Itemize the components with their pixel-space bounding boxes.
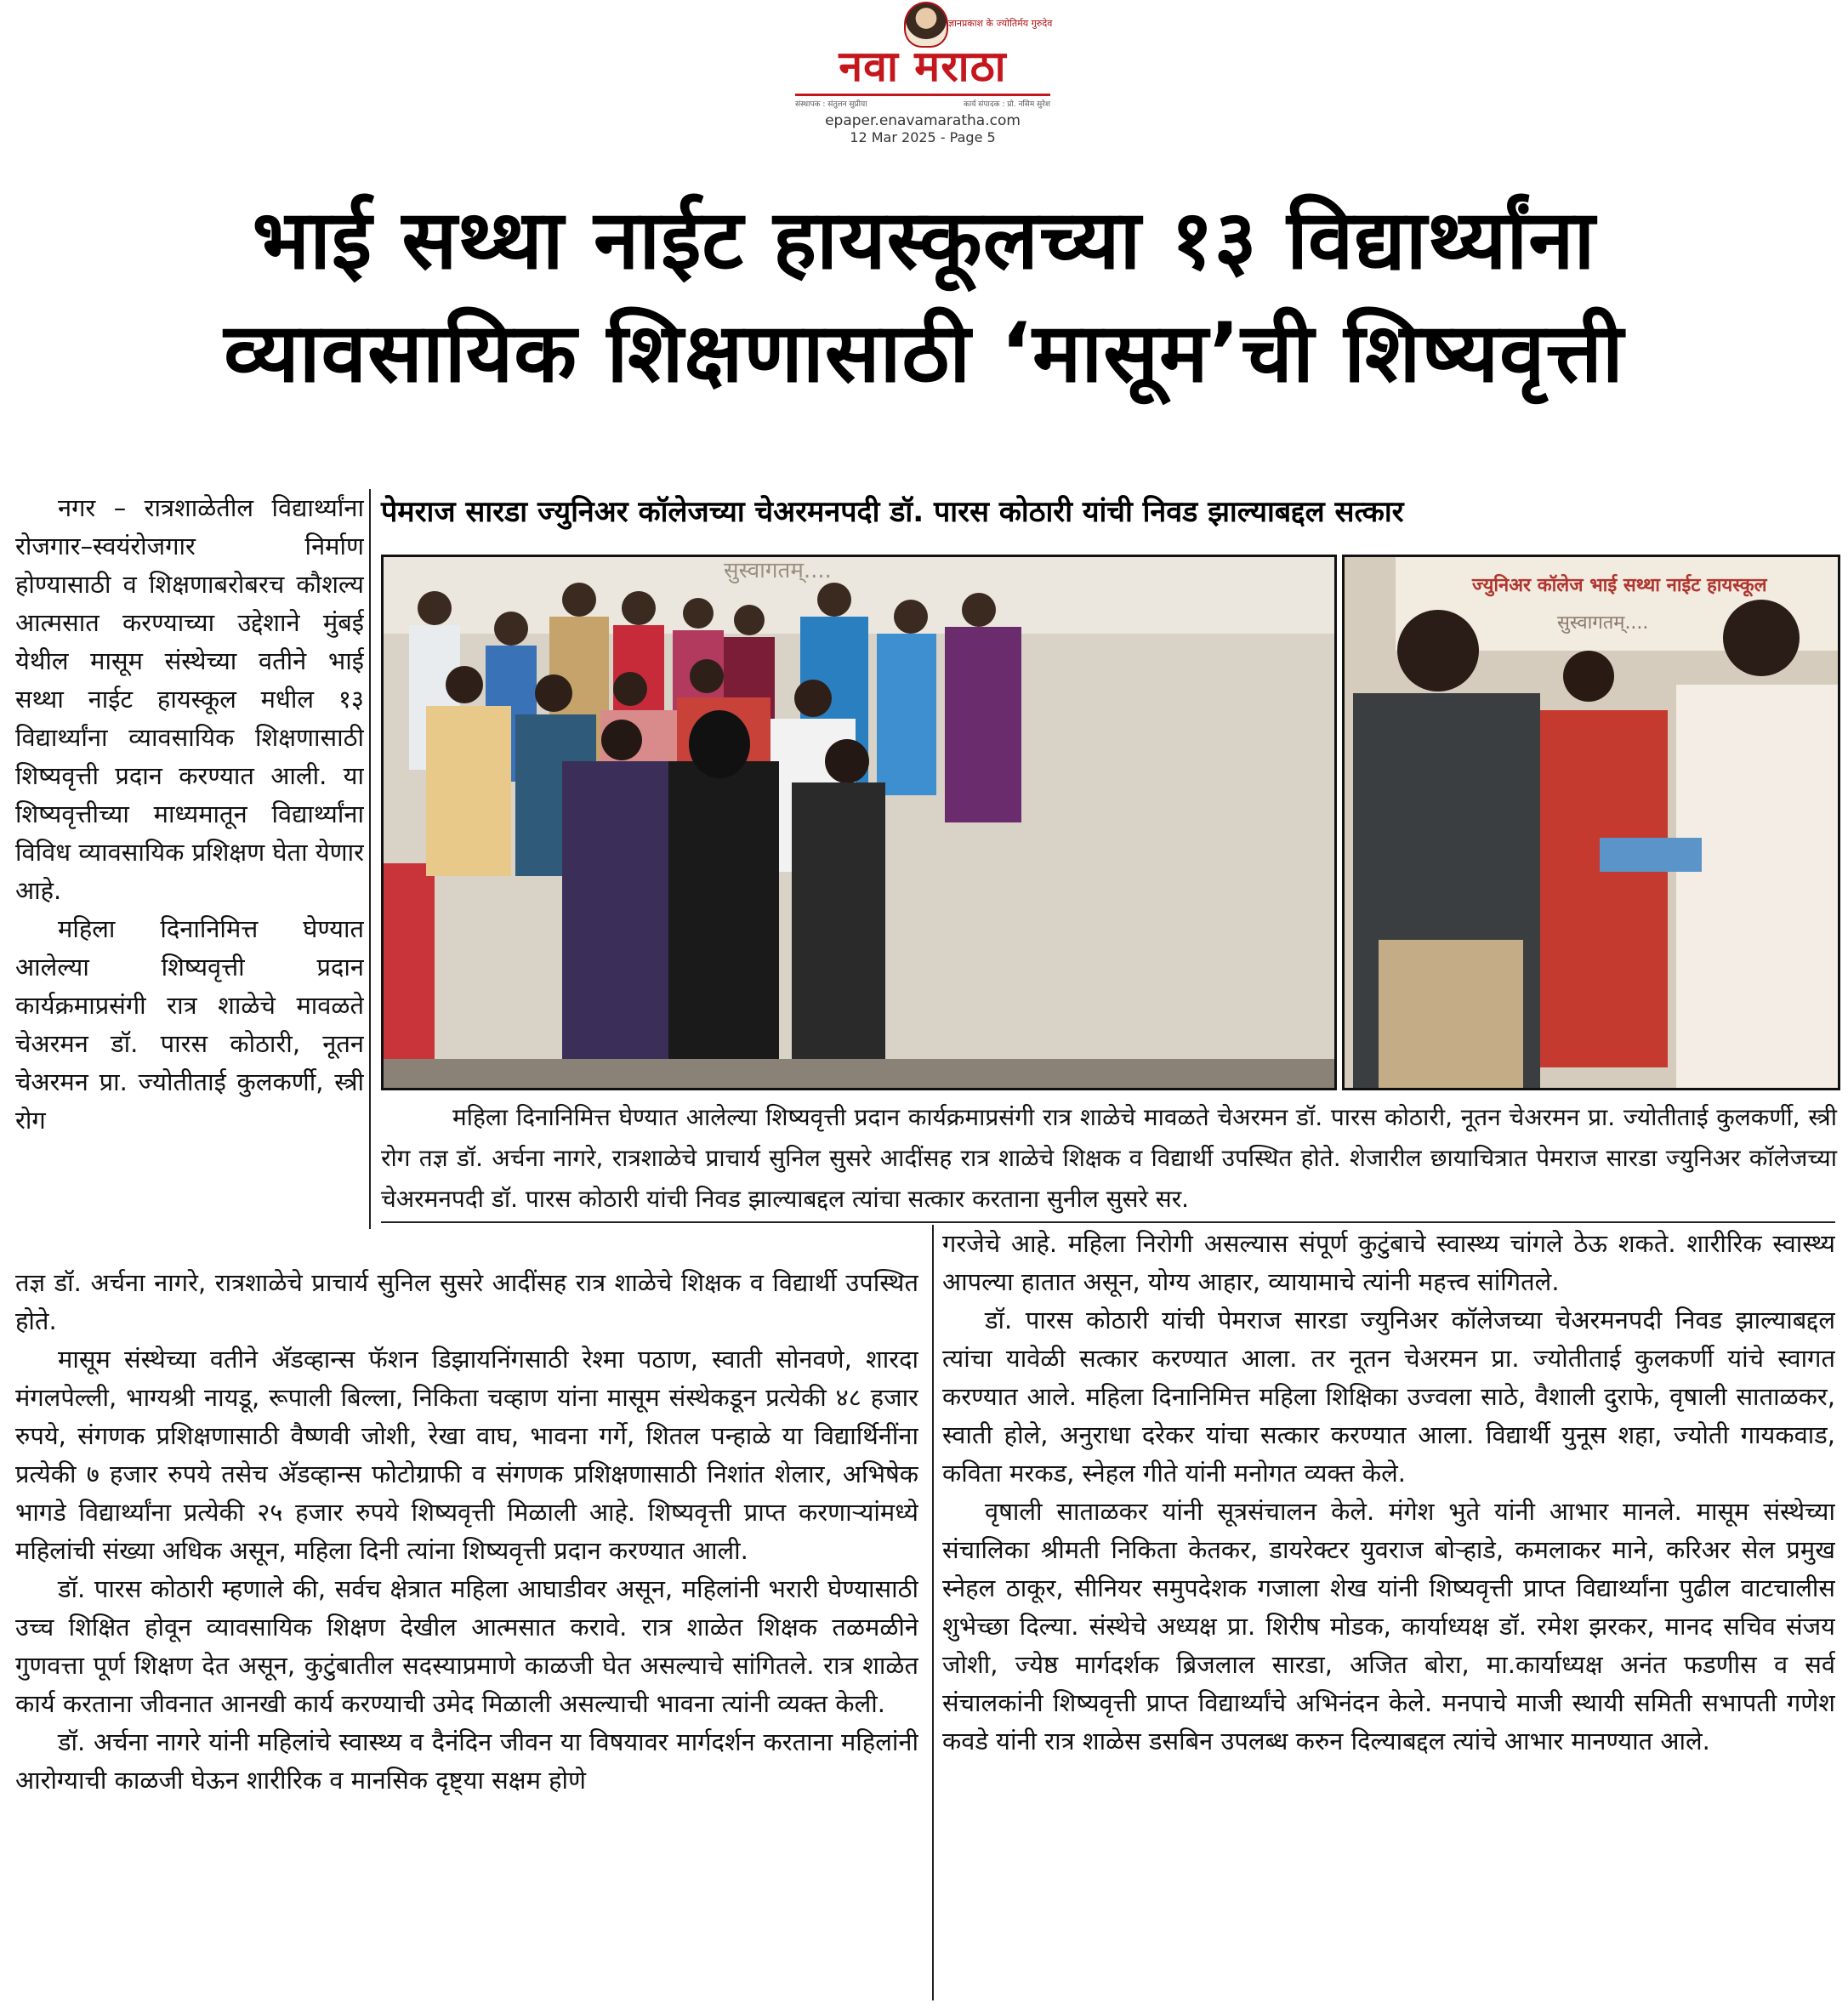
section-divider [381, 1221, 1835, 1223]
welcome-banner-text: सुस्वागतम्.... [724, 558, 832, 583]
article-paragraph: गरजेचे आहे. महिला निरोगी असल्यास संपूर्ण कुटुंबाचे स्वास्थ्य चांगले ठेऊ शकते. शारीरिक स्वास्थ्य आपल्या हातात असून, योग्य आहार, व्यायामाचे त्यांनी महत्त्व सांगितले. [942, 1229, 1835, 1296]
article-paragraph: मासूम संस्थेच्या वतीने अ‍ॅडव्हान्स फॅशन डिझायनिंगसाठी रेश्मा पठाण, स्वाती सोनवणे, शारदा मंगलपेल्ली, भाग्यश्री नायडू, रूपाली बिल्ला, निकिता चव्हाण यांना मासूम संस्थेकडून प्रत्येकी ४८ हजार रुपये, संगणक प्रशिक्षणासाठी वैष्णवी जोशी, रेखा वाघ, भावना गर्गे, शितल पन्हाळे या विद्यार्थिनींना प्रत्येकी ७ हजार रुपये तसेच अ‍ॅडव्हान्स फोटोग्राफी व संगणक प्रशिक्षणासाठी निशांत शेलार, अभिषेक भागडे विद्यार्थ्यांना प्रत्येकी २५ हजार रुपये शिष्यवृत्ती मिळाली आहे. शिष्यवृत्ती प्राप्त करणाऱ्यांमध्ये महिलांची संख्या अधिक असून, महिला दिनी त्यांना शिष्यवृत्ती प्रदान करण्यात आली. [15, 1345, 918, 1565]
newspaper-logo[interactable]: नवा मराठा [839, 42, 1007, 91]
article-paragraph: डॉ. अर्चना नागरे यांनी महिलांचे स्वास्थ्य व दैनंदिन जीवन या विषयावर मार्गदर्शन करताना महिलांनी आरोग्याची काळजी घेऊन शारीरिक व मानसिक दृष्ट्या सक्षम होणे [15, 1727, 918, 1795]
masthead [0, 0, 1848, 153]
masthead-subline-left: संस्थापक : संतुलन सुप्रीया [795, 100, 867, 109]
photo-section-heading: पेमराज सारडा ज्युनिअर कॉलेजच्या चेअरमनपदी डॉ. पारस कोठारी यांची निवड झाल्याबद्दल सत्कार [381, 495, 1404, 529]
group-photo[interactable] [381, 555, 1337, 1090]
banner-welcome: सुस्वागतम्.... [1557, 612, 1649, 634]
article-paragraph: वृषाली साताळकर यांनी सूत्रसंचालन केले. मंगेश भुते यांनी आभार मानले. मासूम संस्थेच्या संचालिका श्रीमती निकिता केतकर, डायरेक्टर युवराज बोऱ्हाडे, कमलाकर माने, करिअर सेल प्रमुख स्नेहल ठाकूर, सीनियर समुपदेशक गजाला शेख यांनी शिष्यवृत्ती प्राप्त विद्यार्थ्यांना पुढील वाटचालीस शुभेच्छा दिल्या. संस्थेचे अध्यक्ष प्रा. शिरीष मोडक, कार्याध्यक्ष डॉ. रमेश झरकर, मानद सचिव संजय जोशी, ज्येष्ठ मार्गदर्शक ब्रिजलाल सारडा, अजित बोरा, मा.कार्याध्यक्ष अनंत फडणीस व सर्व संचालकांनी शिष्यवृत्ती प्राप्त विद्यार्थ्यांचे अभिनंदन केले. मनपाचे माजी स्थायी समिती सभापती गणेश कवडे यांनी रात्र शाळेस डसबिन उपलब्ध करुन दिल्याबद्दल त्यांचे आभार मानण्यात आले. [942, 1497, 1835, 1755]
article-paragraph: डॉ. पारस कोठारी म्हणाले की, सर्वच क्षेत्रात महिला आघाडीवर असून, महिलांनी भरारी घेण्यासाठी उच्च शिक्षित होवून व्यावसायिक शिक्षण देखील आत्मसात करावे. रात्र शाळेत शिक्षक तळमळीने गुणवत्ता पूर्ण शिक्षण देत असून, कुटुंबातील सदस्याप्रमाणे काळजी घेत असल्याचे सांगितले. रात्र शाळेत कार्य करताना जीवनात आनखी कार्य करण्याची उमेद मिळाली असल्याची भावना त्यांनी व्यक्त केली. [15, 1574, 918, 1718]
article-paragraph: डॉ. पारस कोठारी यांची पेमराज सारडा ज्युनिअर कॉलेजच्या चेअरमनपदी निवड झाल्याबद्दल त्यांचा यावेळी सत्कार करण्यात आला. तर नूतन चेअरमन प्रा. ज्योतीताई कुलकर्णी यांचे स्वागत करण्यात आले. महिला दिनानिमित्त महिला शिक्षिका उज्वला साठे, वैशाली दुराफे, वृषाली साताळकर, स्वाती होले, अनुराधा दरेकर यांचा सत्कार करण्यात आला. विद्यार्थी युनूस शहा, ज्योती गायकवाड, कविता मरकड, स्नेहल गीते यांनी मनोगत व्यक्त केले. [942, 1306, 1835, 1488]
headline-line-1: भाई सथ्था नाईट हायस्कूलच्या १३ विद्यार्थ्यांना [252, 192, 1596, 287]
headline-line-2: व्यावसायिक शिक्षणासाठी ‘मासूम’ची शिष्यवृत्ती [224, 305, 1624, 401]
article-paragraph: तज्ञ डॉ. अर्चना नागरे, रात्रशाळेचे प्राचार्य सुनिल सुसरे आदींसह रात्र शाळेचे शिक्षक व विद्यार्थी उपस्थित होते. [15, 1268, 918, 1335]
masthead-subline [795, 94, 1050, 110]
article-paragraph: महिला दिनानिमित्त घेण्यात आलेल्या शिष्यवृत्ती प्रदान कार्यक्रमाप्रसंगी रात्र शाळेचे मावळते चेअरमन डॉ. पारस कोठारी, नूतन चेअरमन प्रा. ज्योतीताई कुलकर्णी, स्त्री रोग [15, 914, 364, 1135]
felicitation-photo-image [1345, 557, 1838, 1088]
masthead-tagline: ज्ञानप्रकाश के ज्योतिर्मय गुरुदेव [948, 18, 1053, 29]
column-divider-lower [932, 1225, 934, 2000]
group-photo-image [384, 557, 1334, 1088]
banner-college-name: ज्युनिअर कॉलेज भाई सथ्था नाईट हायस्कूल [1472, 575, 1767, 596]
article-paragraph: नगर – रात्रशाळेतील विद्यार्थ्यांना रोजगार–स्वयंरोजगार निर्माण होण्यासाठी व शिक्षणाबरोबरच कौशल्य आत्मसात करण्याच्या उद्देशाने मुंबई येथील मासूम संस्थेच्या वतीने भाई सथ्था नाईट हायस्कूल मधील १३ विद्यार्थ्यांना व्यावसायिक शिक्षणासाठी शिष्यवृत्ती प्रदान करण्यात आली. या शिष्यवृत्तीच्या माध्यमातून विद्यार्थ्यांना विविध व्यावसायिक प्रशिक्षण घेता येणार आहे. [15, 493, 364, 905]
article-bottom-left-column [15, 1264, 918, 2000]
article-bottom-right-column [942, 1225, 1835, 2000]
article-left-column [15, 489, 364, 1255]
felicitation-photo[interactable] [1342, 555, 1840, 1090]
photo-caption [381, 1097, 1837, 1220]
edition-date-page: 12 Mar 2025 - Page 5 [850, 129, 996, 145]
epaper-url[interactable]: epaper.enavamaratha.com [825, 112, 1021, 129]
column-divider [369, 489, 371, 1229]
photo-caption-text: महिला दिनानिमित्त घेण्यात आलेल्या शिष्यवृत्ती प्रदान कार्यक्रमाप्रसंगी रात्र शाळेचे मावळते चेअरमन डॉ. पारस कोठारी, नूतन चेअरमन प्रा. ज्योतीताई कुलकर्णी, स्त्री रोग तज्ञ डॉ. अर्चना नागरे, रात्रशाळेचे प्राचार्य सुनिल सुसरे आदींसह रात्र शाळेचे शिक्षक व विद्यार्थी उपस्थित होते. शेजारील छायाचित्रात पेमराज सारडा ज्युनिअर कॉलेजच्या चेअरमनपदी डॉ. पारस कोठारी यांची निवड झाल्याबद्दल त्यांचा सत्कार करताना सुनील सुसरे सर. [381, 1103, 1837, 1213]
masthead-subline-right: कार्य संपादक : प्रो. नसिम सुरेश [963, 100, 1050, 109]
